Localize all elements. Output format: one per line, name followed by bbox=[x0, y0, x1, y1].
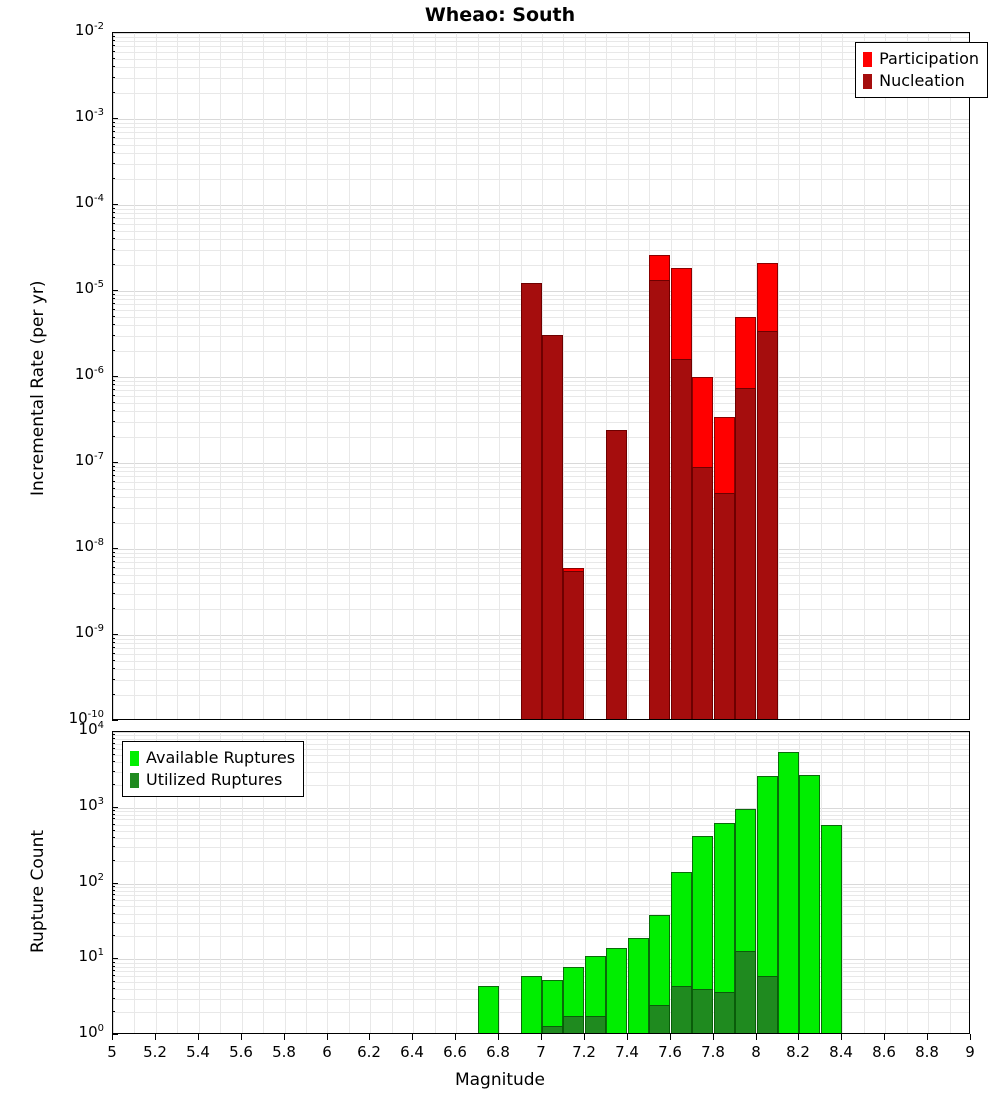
y-tick-label bbox=[79, 720, 104, 738]
tick-mark-y-minor bbox=[112, 975, 115, 976]
tick-mark-x bbox=[369, 1034, 370, 1040]
tick-mark-y-minor bbox=[112, 92, 115, 93]
tick-mark-y-minor bbox=[112, 144, 115, 145]
y-tick-label bbox=[75, 21, 104, 39]
y-tick-exponent: -8 bbox=[94, 537, 104, 548]
y-tick-base: 10 bbox=[74, 21, 95, 39]
tick-mark-x bbox=[756, 1034, 757, 1040]
tick-mark-y-minor bbox=[112, 899, 115, 900]
tick-mark-y-minor bbox=[112, 384, 115, 385]
tick-mark-x bbox=[970, 1034, 971, 1040]
tick-mark-y-minor bbox=[112, 771, 115, 772]
bar-utilized-ruptures bbox=[714, 992, 735, 1034]
x-tick-label: 6.8 bbox=[486, 1043, 510, 1061]
tick-mark-y-minor bbox=[112, 212, 115, 213]
tick-mark-x bbox=[884, 1034, 885, 1040]
tick-mark-y-minor bbox=[112, 122, 115, 123]
tick-mark-y bbox=[112, 204, 118, 205]
tick-mark-y-minor bbox=[112, 890, 115, 891]
x-tick-label: 5.8 bbox=[272, 1043, 296, 1061]
tick-mark-y-minor bbox=[112, 818, 115, 819]
tick-mark-x bbox=[670, 1034, 671, 1040]
tick-mark-x bbox=[541, 1034, 542, 1040]
tick-mark-y-minor bbox=[112, 126, 115, 127]
tick-mark-x bbox=[155, 1034, 156, 1040]
y-tick-label bbox=[75, 451, 104, 469]
x-tick-label: 6 bbox=[322, 1043, 332, 1061]
tick-mark-x bbox=[284, 1034, 285, 1040]
tick-mark-x bbox=[798, 1034, 799, 1040]
tick-mark-y-minor bbox=[112, 1011, 115, 1012]
tick-mark-y-minor bbox=[112, 660, 115, 661]
x-tick-label: 7.4 bbox=[615, 1043, 639, 1061]
y-tick-base: 10 bbox=[74, 365, 95, 383]
legend-label-participation: Participation bbox=[879, 49, 979, 68]
x-tick-label: 7 bbox=[536, 1043, 546, 1061]
tick-mark-x bbox=[627, 1034, 628, 1040]
x-tick-label: 7.8 bbox=[701, 1043, 725, 1061]
tick-mark-y-minor bbox=[112, 395, 115, 396]
legend-label-available-ruptures: Available Ruptures bbox=[146, 748, 296, 767]
tick-mark-y-minor bbox=[112, 137, 115, 138]
tick-mark-y-minor bbox=[112, 913, 115, 914]
y-tick-exponent: -2 bbox=[94, 21, 104, 32]
y-tick-base: 10 bbox=[74, 279, 95, 297]
tick-mark-x bbox=[927, 1034, 928, 1040]
y-tick-base: 10 bbox=[74, 193, 95, 211]
tick-mark-y-minor bbox=[112, 608, 115, 609]
y-tick-label bbox=[75, 623, 104, 641]
tick-mark-y-minor bbox=[112, 303, 115, 304]
y-tick-exponent: -9 bbox=[94, 623, 104, 634]
tick-mark-y-minor bbox=[112, 694, 115, 695]
legend-swatch-available-ruptures bbox=[130, 751, 139, 766]
tick-mark-y-minor bbox=[112, 830, 115, 831]
tick-mark-y-minor bbox=[112, 556, 115, 557]
tick-mark-y-minor bbox=[112, 58, 115, 59]
bar-nucleation bbox=[735, 388, 756, 720]
tick-mark-x bbox=[241, 1034, 242, 1040]
tick-mark-y-minor bbox=[112, 593, 115, 594]
y-tick-label bbox=[79, 947, 104, 965]
bar-available-ruptures bbox=[628, 938, 649, 1034]
tick-mark-y-minor bbox=[112, 653, 115, 654]
tick-mark-y-minor bbox=[112, 152, 115, 153]
y-tick-base: 10 bbox=[74, 107, 95, 125]
y-tick-exponent: -3 bbox=[94, 107, 104, 118]
tick-mark-y-minor bbox=[112, 178, 115, 179]
y-tick-label bbox=[75, 365, 104, 383]
tick-mark-y-minor bbox=[112, 66, 115, 67]
bar-nucleation bbox=[649, 280, 670, 720]
tick-mark-y-minor bbox=[112, 761, 115, 762]
tick-mark-y bbox=[112, 118, 118, 119]
legend-item-participation bbox=[863, 48, 979, 70]
y-tick-exponent: -6 bbox=[94, 365, 104, 376]
tick-mark-y-minor bbox=[112, 421, 115, 422]
tick-mark-y-minor bbox=[112, 647, 115, 648]
tick-mark-y bbox=[112, 720, 118, 721]
y-tick-base: 10 bbox=[78, 872, 98, 890]
tick-mark-y-minor bbox=[112, 970, 115, 971]
page-title: Wheao: South bbox=[424, 4, 576, 26]
tick-mark-y-minor bbox=[112, 679, 115, 680]
tick-mark-y-minor bbox=[112, 131, 115, 132]
incremental-rate-plot bbox=[112, 32, 970, 720]
y-tick-label bbox=[79, 1023, 104, 1041]
y-tick-label bbox=[75, 537, 104, 555]
x-tick-label: 5.2 bbox=[143, 1043, 167, 1061]
tick-mark-y-minor bbox=[112, 481, 115, 482]
tick-mark-y-minor bbox=[112, 208, 115, 209]
tick-mark-y-minor bbox=[112, 966, 115, 967]
legend-swatch-utilized-ruptures bbox=[130, 773, 139, 788]
tick-mark-y-minor bbox=[112, 754, 115, 755]
tick-mark-y-minor bbox=[112, 324, 115, 325]
tick-mark-y-minor bbox=[112, 298, 115, 299]
legend-swatch-nucleation bbox=[863, 74, 872, 89]
bar-utilized-ruptures bbox=[735, 951, 756, 1034]
tick-mark-y-minor bbox=[112, 410, 115, 411]
x-tick-label: 8.6 bbox=[872, 1043, 896, 1061]
bar-nucleation bbox=[692, 467, 713, 720]
tick-mark-y-minor bbox=[112, 814, 115, 815]
tick-mark-x bbox=[713, 1034, 714, 1040]
tick-mark-y-minor bbox=[112, 45, 115, 46]
tick-mark-y-minor bbox=[112, 294, 115, 295]
legend-label-utilized-ruptures: Utilized Ruptures bbox=[146, 770, 283, 789]
tick-mark-y-minor bbox=[112, 642, 115, 643]
tick-mark-y-minor bbox=[112, 316, 115, 317]
tick-mark-y-minor bbox=[112, 475, 115, 476]
tick-mark-x bbox=[584, 1034, 585, 1040]
legend-item-available-ruptures bbox=[130, 747, 295, 769]
tick-mark-y-minor bbox=[112, 436, 115, 437]
tick-mark-y-minor bbox=[112, 163, 115, 164]
bar-nucleation bbox=[671, 359, 692, 720]
y-tick-exponent: 1 bbox=[97, 947, 104, 958]
tick-mark-y-minor bbox=[112, 466, 115, 467]
tick-mark-x bbox=[841, 1034, 842, 1040]
legend-top bbox=[855, 42, 988, 98]
y-tick-base: 10 bbox=[68, 709, 88, 727]
tick-mark-y bbox=[112, 883, 118, 884]
legend-item-nucleation bbox=[863, 70, 979, 92]
tick-mark-y-minor bbox=[112, 507, 115, 508]
tick-mark-y-minor bbox=[112, 51, 115, 52]
y-tick-exponent: 3 bbox=[97, 796, 104, 807]
tick-mark-y bbox=[112, 290, 118, 291]
x-tick-label: 9 bbox=[965, 1043, 975, 1061]
x-tick-label: 5.4 bbox=[186, 1043, 210, 1061]
tick-mark-x bbox=[412, 1034, 413, 1040]
tick-mark-y bbox=[112, 958, 118, 959]
tick-mark-y-minor bbox=[112, 380, 115, 381]
tick-mark-y-minor bbox=[112, 894, 115, 895]
y-tick-base: 10 bbox=[74, 623, 95, 641]
y-tick-base: 10 bbox=[74, 451, 95, 469]
tick-mark-y-minor bbox=[112, 743, 115, 744]
legend-swatch-participation bbox=[863, 52, 872, 67]
tick-mark-y-minor bbox=[112, 552, 115, 553]
x-tick-label: 6.4 bbox=[400, 1043, 424, 1061]
legend-item-utilized-ruptures bbox=[130, 769, 295, 791]
x-tick-label: 5 bbox=[107, 1043, 117, 1061]
bar-utilized-ruptures bbox=[563, 1016, 584, 1034]
bar-nucleation bbox=[563, 571, 584, 720]
tick-mark-y-minor bbox=[112, 230, 115, 231]
bar-available-ruptures bbox=[478, 986, 499, 1034]
legend-label-nucleation: Nucleation bbox=[879, 71, 965, 90]
tick-mark-y-minor bbox=[112, 935, 115, 936]
x-tick-label: 8 bbox=[751, 1043, 761, 1061]
y-axis-title-bottom: Rupture Count bbox=[28, 829, 48, 953]
y-tick-base: 10 bbox=[78, 947, 98, 965]
tick-mark-y-minor bbox=[112, 837, 115, 838]
bar-utilized-ruptures bbox=[692, 989, 713, 1034]
y-axis-title-top: Incremental Rate (per yr) bbox=[28, 280, 48, 496]
x-tick-label: 6.6 bbox=[443, 1043, 467, 1061]
bar-available-ruptures bbox=[521, 976, 542, 1034]
tick-mark-x bbox=[198, 1034, 199, 1040]
tick-mark-y-minor bbox=[112, 962, 115, 963]
tick-mark-y-minor bbox=[112, 217, 115, 218]
x-tick-label: 7.2 bbox=[572, 1043, 596, 1061]
tick-mark-y-minor bbox=[112, 561, 115, 562]
y-tick-base: 10 bbox=[74, 537, 95, 555]
bar-available-ruptures bbox=[799, 775, 820, 1034]
y-tick-base: 10 bbox=[78, 1023, 98, 1041]
bar-utilized-ruptures bbox=[585, 1016, 606, 1034]
bar-nucleation bbox=[714, 493, 735, 720]
tick-mark-y-minor bbox=[112, 738, 115, 739]
tick-mark-y-minor bbox=[112, 886, 115, 887]
y-tick-label bbox=[79, 796, 104, 814]
tick-mark-y bbox=[112, 376, 118, 377]
y-tick-exponent: -5 bbox=[94, 279, 104, 290]
tick-mark-y-minor bbox=[112, 734, 115, 735]
tick-mark-y-minor bbox=[112, 638, 115, 639]
x-tick-label: 5.6 bbox=[229, 1043, 253, 1061]
bar-utilized-ruptures bbox=[757, 976, 778, 1034]
x-tick-label: 8.2 bbox=[786, 1043, 810, 1061]
tick-mark-y bbox=[112, 32, 118, 33]
tick-mark-y-minor bbox=[112, 238, 115, 239]
tick-mark-y-minor bbox=[112, 496, 115, 497]
y-tick-label bbox=[75, 193, 104, 211]
y-tick-exponent: 4 bbox=[97, 720, 104, 731]
bar-nucleation bbox=[757, 331, 778, 720]
tick-mark-y-minor bbox=[112, 998, 115, 999]
tick-mark-y-minor bbox=[112, 988, 115, 989]
tick-mark-y-minor bbox=[112, 402, 115, 403]
tick-mark-y-minor bbox=[112, 784, 115, 785]
bar-utilized-ruptures bbox=[649, 1005, 670, 1034]
x-axis-title: Magnitude bbox=[454, 1070, 546, 1090]
tick-mark-y-minor bbox=[112, 40, 115, 41]
tick-mark-y-minor bbox=[112, 582, 115, 583]
tick-mark-x bbox=[112, 1034, 113, 1040]
bar-nucleation bbox=[542, 335, 563, 720]
tick-mark-y-minor bbox=[112, 77, 115, 78]
bar-available-ruptures bbox=[821, 825, 842, 1034]
x-tick-label: 7.6 bbox=[658, 1043, 682, 1061]
tick-mark-y-minor bbox=[112, 846, 115, 847]
tick-mark-y-minor bbox=[112, 389, 115, 390]
y-tick-exponent: 0 bbox=[97, 1023, 104, 1034]
y-tick-base: 10 bbox=[78, 796, 98, 814]
tick-mark-y-minor bbox=[112, 748, 115, 749]
tick-mark-y-minor bbox=[112, 522, 115, 523]
tick-mark-y-minor bbox=[112, 922, 115, 923]
bar-nucleation bbox=[606, 430, 627, 720]
bar-nucleation bbox=[521, 283, 542, 720]
bar-utilized-ruptures bbox=[542, 1026, 563, 1034]
tick-mark-y bbox=[112, 731, 118, 732]
tick-mark-x bbox=[498, 1034, 499, 1040]
tick-mark-y-minor bbox=[112, 264, 115, 265]
tick-mark-y-minor bbox=[112, 249, 115, 250]
tick-mark-y-minor bbox=[112, 567, 115, 568]
tick-mark-y bbox=[112, 462, 118, 463]
tick-mark-y-minor bbox=[112, 860, 115, 861]
tick-mark-y-minor bbox=[112, 309, 115, 310]
tick-mark-x bbox=[455, 1034, 456, 1040]
y-tick-exponent: -10 bbox=[87, 709, 104, 720]
y-tick-label bbox=[75, 279, 104, 297]
y-tick-label bbox=[75, 107, 104, 125]
bar-available-ruptures bbox=[606, 948, 627, 1034]
y-tick-exponent: 2 bbox=[97, 872, 104, 883]
tick-mark-y-minor bbox=[112, 350, 115, 351]
tick-mark-y-minor bbox=[112, 905, 115, 906]
tick-mark-y bbox=[112, 548, 118, 549]
x-tick-label: 8.4 bbox=[829, 1043, 853, 1061]
tick-mark-y-minor bbox=[112, 470, 115, 471]
x-tick-label: 8.8 bbox=[915, 1043, 939, 1061]
tick-mark-y-minor bbox=[112, 488, 115, 489]
bar-available-ruptures bbox=[778, 752, 799, 1034]
tick-mark-x bbox=[327, 1034, 328, 1040]
legend-bottom bbox=[122, 741, 304, 797]
y-tick-base: 10 bbox=[78, 720, 98, 738]
y-tick-exponent: -7 bbox=[94, 451, 104, 462]
tick-mark-y-minor bbox=[112, 574, 115, 575]
tick-mark-y-minor bbox=[112, 824, 115, 825]
tick-mark-y-minor bbox=[112, 36, 115, 37]
y-tick-label bbox=[79, 872, 104, 890]
tick-mark-y-minor bbox=[112, 810, 115, 811]
bars-top bbox=[113, 33, 969, 719]
tick-mark-y-minor bbox=[112, 335, 115, 336]
tick-mark-y bbox=[112, 807, 118, 808]
bar-utilized-ruptures bbox=[671, 986, 692, 1034]
tick-mark-y-minor bbox=[112, 981, 115, 982]
x-tick-label: 6.2 bbox=[357, 1043, 381, 1061]
tick-mark-y bbox=[112, 634, 118, 635]
tick-mark-y-minor bbox=[112, 668, 115, 669]
y-tick-exponent: -4 bbox=[94, 193, 104, 204]
tick-mark-y-minor bbox=[112, 223, 115, 224]
